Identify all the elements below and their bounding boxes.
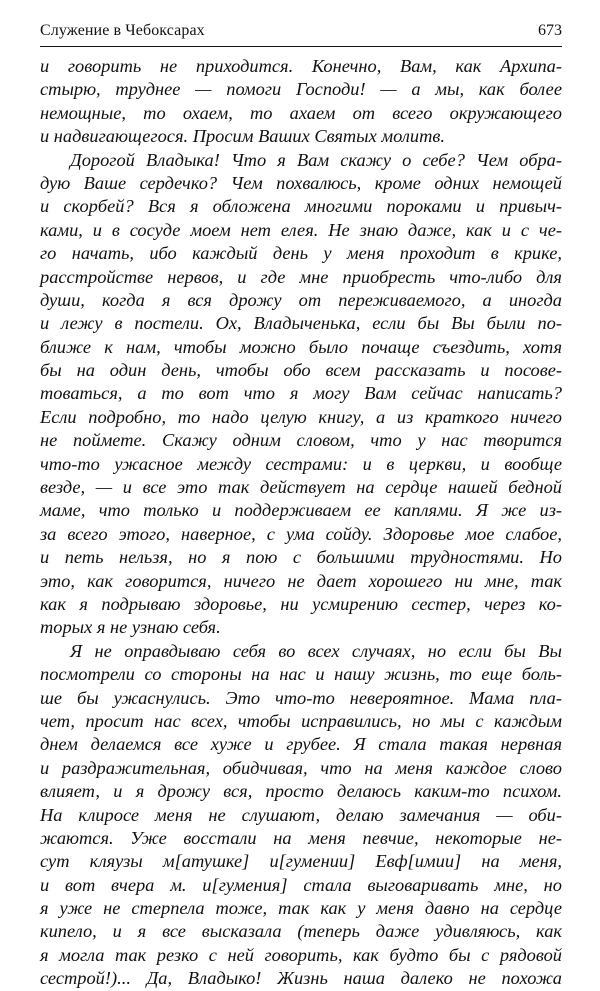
text-line: сут кляузы м[атушке] и[гумении] Евф[имии] на меня,	[40, 851, 562, 872]
text-line: стырю, труднее — помоги Господи! — а мы, как более	[40, 79, 562, 100]
text-line: не поймете. Скажу одним словом, что у нас творится	[40, 430, 562, 451]
paragraph	[40, 55, 562, 149]
text-line: бы на один день, чтобы обо всем рассказать и посове-	[40, 360, 562, 381]
text-line: Я не оправдываю себя во всех случаях, но если бы Вы	[70, 640, 562, 661]
text-line: посмотрели со стороны на нас и нашу жизнь, то еще боль-	[40, 664, 562, 685]
paragraph	[40, 149, 562, 640]
running-title: Служение в Чебоксарах	[40, 22, 205, 39]
text-line: ше бы ужаснулись. Это что-то невероятное. Мама пла-	[40, 687, 562, 708]
body-text	[40, 55, 562, 991]
text-line: души, когда я вся дрожу от переживаемого, а иногда	[40, 289, 562, 310]
text-line: я могла так резко с ней говорить, как будто бы с рядовой	[40, 944, 562, 965]
text-line: немощные, то охаем, то ахаем от всего окружающего	[40, 102, 562, 123]
text-line: что-то ужасное между сестрами: и в церкви, и вообще	[40, 453, 562, 474]
text-line: за всего этого, наверное, с ума сойду. Здоровье мое слабое,	[40, 523, 562, 544]
page-header	[40, 18, 562, 47]
text-line: днем делаемся все хуже и грубее. Я стала такая нервная	[40, 734, 562, 755]
text-line: это, как говорится, ничего не дает хорошего ни мне, так	[40, 570, 562, 591]
text-line: торых я не узнаю себя.	[40, 617, 221, 638]
page-number: 673	[538, 22, 562, 39]
book-page	[40, 18, 562, 989]
text-line: и говорить не приходится. Конечно, Вам, как Архипа-	[40, 56, 562, 76]
text-line: Если подробно, то надо целую книгу, а из краткого ничего	[40, 406, 562, 427]
text-line: жаются. Уже восстали на меня певчие, некоторые не-	[40, 827, 562, 848]
paragraph	[40, 640, 562, 991]
text-line: везде, — и все это так действует на сердце нашей бедной	[40, 477, 562, 498]
text-line: расстройстве нервов, и где мне приобресть что-либо для	[40, 266, 562, 287]
text-line: чет, просит нас всех, чтобы исправились, но мы с каждым	[40, 710, 562, 731]
text-line: маме, что только и поддерживаем ее каплями. Я же из-	[40, 500, 562, 521]
text-line: го начать, ибо каждый день у меня проходит в крике,	[40, 243, 562, 264]
text-line: как я подрываю здоровье, ни усмирению сестер, через ко-	[40, 593, 562, 614]
text-line: товаться, а то вот что я могу Вам сейчас написать?	[40, 383, 562, 404]
text-line: кипело, и я все высказала (теперь даже удивляюсь, как	[40, 921, 562, 942]
text-line: я уже не стерпела тоже, так как у меня давно на сердце	[40, 898, 562, 919]
text-line: влияет, и я дрожу вся, просто делаюсь каким-то психом.	[40, 781, 562, 802]
text-line: и петь нельзя, но я пою с большими трудностями. Но	[40, 547, 562, 568]
text-line: сестрой!)... Да, Владыко! Жизнь наша далеко не похожа	[40, 968, 562, 989]
text-line: и скорбей? Вся я обложена многими пороками и привыч-	[40, 196, 562, 217]
text-line: дую Ваше сердечко? Чем похвалюсь, кроме одних немощей	[40, 172, 562, 193]
text-line: Дорогой Владыка! Что я Вам скажу о себе? Чем обра-	[70, 149, 562, 170]
text-line: и лежу в постели. Ох, Владыченька, если бы Вы были по-	[40, 313, 562, 334]
text-line: и вот вчера м. и[гумения] стала выговаривать мне, но	[40, 874, 562, 895]
text-line: ками, и в сосуде моем нет елея. Не знаю даже, как и с че-	[40, 219, 562, 240]
text-line: и раздражительная, обидчивая, что на меня каждое слово	[40, 757, 562, 778]
text-line: и надвигающегося. Просим Ваших Святых молитв.	[40, 126, 445, 147]
text-line: На клиросе меня не слушают, делаю замечания — оби-	[40, 804, 562, 825]
text-line: ближе к нам, чтобы можно было почаще съездить, хотя	[40, 336, 562, 357]
